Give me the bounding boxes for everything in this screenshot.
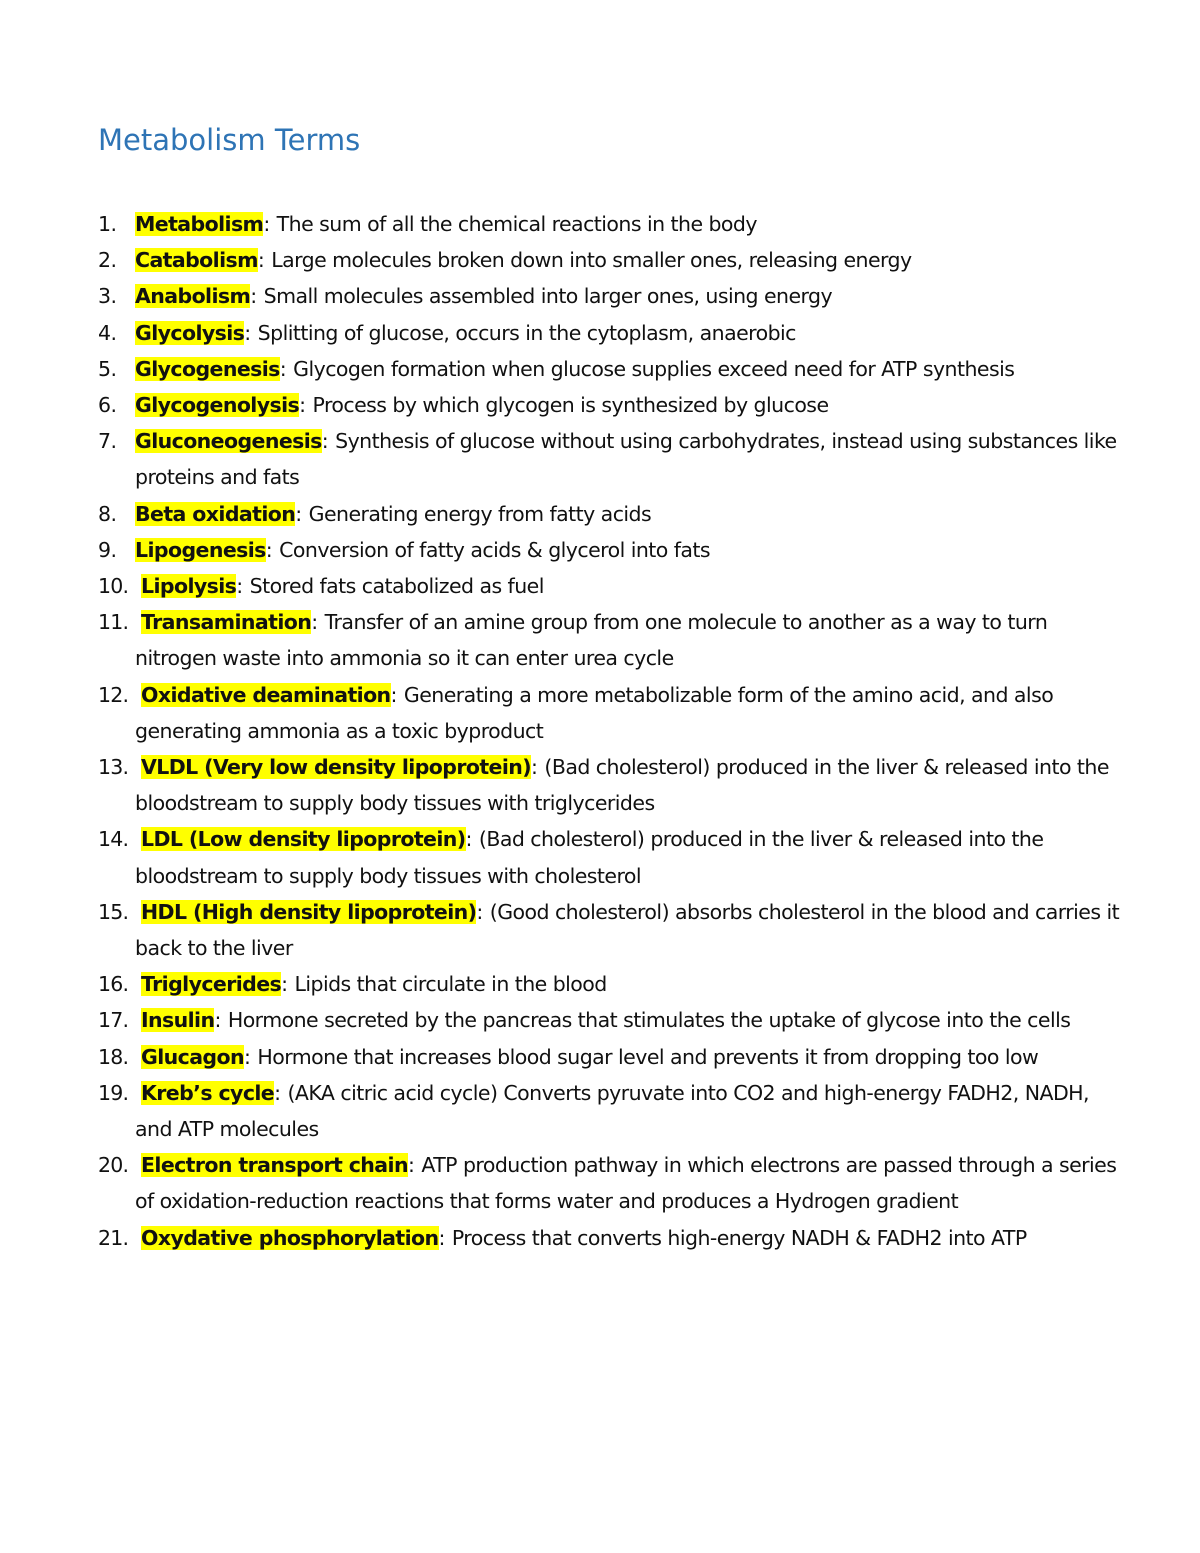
term-definition: Glycogen formation when glucose supplies exceed need for ATP synthesis [293,356,1015,381]
term-name: Lipolysis [141,574,237,599]
term-name: LDL (Low density lipoprotein) [141,827,466,852]
term-name: Metabolism [135,212,264,236]
term-name: Oxydative phosphorylation [141,1225,439,1250]
item-number: 13. [98,755,129,780]
term-definition: Stored fats catabolized as fuel [249,574,544,599]
term-name: Glycogenolysis [135,393,300,418]
term-name: Triglycerides [141,972,282,997]
term-name: Oxidative deamination [141,682,391,707]
item-number: 18. [98,1044,129,1069]
term-name: Kreb’s cycle [141,1080,275,1105]
list-item: 20. Electron transport chain: ATP production pathway in which electrons are passed through a series of oxidation-reduction reactions that forms water and produces a Hydrogen gradient [98,1147,1128,1219]
list-item: 10. Lipolysis: Stored fats catabolized as fuel [98,568,1128,604]
list-item: 2. Catabolism: Large molecules broken down into smaller ones, releasing energy [98,242,1128,278]
item-number: 14. [98,827,129,852]
term-name: Glycolysis [135,320,245,345]
term-name: VLDL (Very low density lipoprotein) [141,755,532,780]
term-name: Glycogenesis [135,356,280,381]
term-list [98,206,1128,1256]
term-name: Glucagon [141,1044,244,1069]
item-number: 21. [98,1225,129,1250]
list-item: 7. Gluconeogenesis: Synthesis of glucose without using carbohydrates, instead using substances like proteins and fats [98,423,1128,495]
list-item: 8. Beta oxidation: Generating energy from fatty acids [98,496,1128,532]
term-definition: Process that converts high-energy NADH & FADH2 into ATP [451,1225,1027,1250]
page-title: Metabolism Terms [98,123,361,157]
term-name: Gluconeogenesis [135,429,322,454]
term-name: Beta oxidation [135,501,296,526]
term-definition: Splitting of glucose, occurs in the cytoplasm, anaerobic [257,320,796,345]
term-definition: Large molecules broken down into smaller ones, releasing energy [271,248,912,273]
term-definition: (Good cholesterol) absorbs cholesterol in the blood and carries it back to the liver [135,899,1120,961]
list-item: 1. Metabolism: The sum of all the chemical reactions in the body [98,206,1128,242]
term-name: HDL (High density lipoprotein) [141,899,477,924]
term-definition: Conversion of fatty acids & glycerol into fats [279,537,711,562]
item-number: 6. [98,393,117,418]
term-definition: (AKA citric acid cycle) Converts pyruvate into CO2 and high-energy FADH2, NADH, and ATP molecules [135,1080,1090,1142]
item-number: 10. [98,574,129,599]
term-definition: Hormone that increases blood sugar level and prevents it from dropping too low [257,1044,1039,1069]
term-definition: Process by which glycogen is synthesized by glucose [312,393,829,418]
list-item: 18. Glucagon: Hormone that increases blood sugar level and prevents it from dropping too low [98,1039,1128,1075]
list-item: 19. Kreb’s cycle: (AKA citric acid cycle) Converts pyruvate into CO2 and high-energy FADH2, NADH, and ATP molecules [98,1075,1128,1147]
list-item: 14. LDL (Low density lipoprotein): (Bad cholesterol) produced in the liver & released into the bloodstream to supply body tissues with cholesterol [98,821,1128,893]
item-number: 17. [98,1008,129,1033]
item-number: 2. [98,248,117,273]
item-number: 3. [98,284,117,309]
term-definition: Generating energy from fatty acids [308,501,652,526]
term-definition: Synthesis of glucose without using carbohydrates, instead using substances like proteins and fats [135,429,1117,490]
list-item: 9. Lipogenesis: Conversion of fatty acids & glycerol into fats [98,532,1128,568]
list-item: 11. Transamination: Transfer of an amine group from one molecule to another as a way to turn nitrogen waste into ammonia so it can enter urea cycle [98,604,1128,676]
term-definition: Transfer of an amine group from one molecule to another as a way to turn nitrogen waste into ammonia so it can enter urea cycle [135,610,1048,671]
term-name: Transamination [141,610,312,635]
term-definition: (Bad cholesterol) produced in the liver & released into the bloodstream to supply body tissues with triglycerides [135,755,1109,816]
item-number: 16. [98,972,129,997]
term-definition: The sum of all the chemical reactions in the body [276,212,757,236]
term-name: Electron transport chain [141,1153,408,1178]
item-number: 4. [98,320,117,345]
list-item: 17. Insulin: Hormone secreted by the pancreas that stimulates the uptake of glycose into the cells [98,1002,1128,1038]
term-name: Insulin [141,1008,215,1033]
term-definition: Small molecules assembled into larger ones, using energy [263,284,833,309]
item-number: 11. [98,610,129,635]
list-item: 15. HDL (High density lipoprotein): (Good cholesterol) absorbs cholesterol in the blood and carries it back to the liver [98,894,1128,966]
list-item: 6. Glycogenolysis: Process by which glycogen is synthesized by glucose [98,387,1128,423]
item-number: 20. [98,1153,129,1178]
list-item: 13. VLDL (Very low density lipoprotein): (Bad cholesterol) produced in the liver & released into the bloodstream to supply body tissues with triglycerides [98,749,1128,821]
list-item: 21. Oxydative phosphorylation: Process that converts high-energy NADH & FADH2 into ATP [98,1220,1128,1256]
list-item: 3. Anabolism: Small molecules assembled into larger ones, using energy [98,278,1128,314]
item-number: 12. [98,682,129,707]
item-number: 1. [98,212,117,236]
term-definition: Hormone secreted by the pancreas that stimulates the uptake of glycose into the cells [227,1008,1071,1033]
list-item: 5. Glycogenesis: Glycogen formation when glucose supplies exceed need for ATP synthesis [98,351,1128,387]
term-name: Catabolism [135,248,258,273]
term-definition: (Bad cholesterol) produced in the liver & released into the bloodstream to supply body tissues with cholesterol [135,827,1044,888]
item-number: 8. [98,501,117,526]
item-number: 7. [98,429,117,454]
term-name: Lipogenesis [135,537,266,562]
term-definition: ATP production pathway in which electrons are passed through a series of oxidation-reduction reactions that forms water and produces a Hydrogen gradient [135,1153,1117,1214]
item-number: 9. [98,537,117,562]
item-number: 5. [98,356,117,381]
term-definition: Generating a more metabolizable form of the amino acid, and also generating ammonia as a toxic byproduct [135,682,1054,743]
term-definition: Lipids that circulate in the blood [294,972,607,997]
list-item: 16. Triglycerides: Lipids that circulate in the blood [98,966,1128,1002]
item-number: 19. [98,1080,129,1105]
term-name: Anabolism [135,284,251,309]
list-item: 4. Glycolysis: Splitting of glucose, occurs in the cytoplasm, anaerobic [98,315,1128,351]
item-number: 15. [98,899,129,924]
list-item: 12. Oxidative deamination: Generating a more metabolizable form of the amino acid, and also generating ammonia as a toxic byproduct [98,677,1128,749]
